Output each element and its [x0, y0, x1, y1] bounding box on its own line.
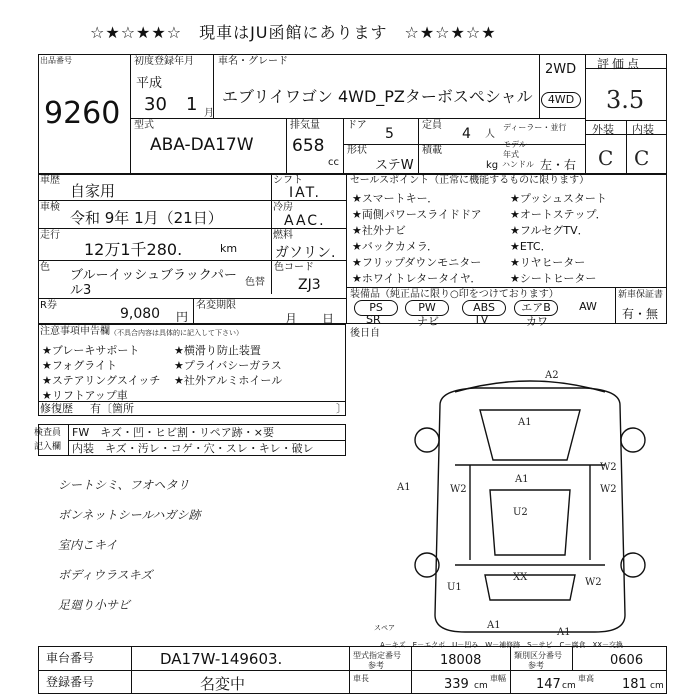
loading-label: 積載: [422, 145, 442, 156]
drive-2wd: 2WD: [545, 62, 577, 77]
fuel-value: ガソリン.: [275, 245, 336, 261]
interior-label: 内装: [632, 123, 654, 136]
warranty-label: 新車保証書: [618, 290, 664, 300]
inspection-value: 令和 9年 1月（21日）: [70, 209, 223, 227]
score-label: 評価点: [597, 57, 643, 71]
height-label: 車高: [578, 674, 594, 683]
color-code: ZJ3: [298, 277, 321, 293]
equipment-item: AW: [579, 300, 597, 313]
exterior-label: 外装: [592, 123, 614, 136]
sales-point-item: ★ETC．: [510, 240, 552, 253]
diagram-mark-xx: XX: [513, 572, 528, 583]
aircon-value: AAC.: [284, 213, 326, 229]
recycle-value: 9,080: [120, 306, 161, 322]
post-repair-label: 後日自: [350, 328, 380, 339]
diagram-mark-w2-right2: W2: [600, 484, 617, 495]
diagram-mark-u2: U2: [513, 507, 528, 518]
first-reg-label: 初度登録年月: [134, 56, 194, 67]
shape-value: ステW: [375, 158, 414, 173]
model-type-label: 型式: [134, 120, 154, 131]
spare-label: スペア: [374, 624, 395, 632]
inspector-label-2: 記入欄: [34, 442, 62, 452]
car-damage-diagram: [395, 370, 665, 640]
color-change-label: 色替: [245, 277, 265, 288]
class-label: 類別区分番号: [514, 651, 562, 660]
width-unit: cm: [562, 681, 576, 691]
equipment-title: 装備品（純正品に限り○印をつけております）: [350, 289, 559, 300]
lot-label: 出品番号: [40, 56, 72, 65]
diagram-mark-w2-right: W2: [600, 462, 617, 473]
lot-number: 9260: [44, 96, 121, 131]
sales-point-item: ★社外ナビ: [352, 224, 406, 237]
era: 平成: [136, 76, 163, 91]
repair-value: 有〔箇所: [90, 402, 134, 415]
width-label: 車幅: [490, 674, 506, 683]
equipment-item: カワ: [526, 315, 548, 328]
height-unit: cm: [650, 681, 664, 691]
sales-points-title: セールスポイント（正常に機能するものに限ります）: [350, 175, 590, 186]
note-item: ★プライバシーガラス: [174, 359, 282, 372]
equipment-item: TV: [474, 313, 489, 326]
color-code-title: 色コード: [274, 262, 314, 273]
reg-month-unit: 月: [204, 108, 214, 119]
cc-value: 658: [292, 136, 325, 156]
handwritten-note: ボディウラスキズ: [58, 568, 153, 582]
width-value: 147: [536, 677, 561, 692]
sales-point-item: ★リヤヒーター: [510, 256, 586, 269]
capacity-label: 定員: [422, 120, 442, 131]
handle-value: 左・右: [540, 158, 577, 172]
notes-title: 注意事項申告欄: [40, 326, 110, 337]
equipment-item: PW: [405, 300, 449, 316]
drive-4wd: 4WD: [541, 92, 581, 108]
loading-unit: kg: [486, 160, 499, 171]
diagram-mark-a1-rear: A1: [487, 620, 501, 631]
notice-month: 月: [285, 312, 298, 326]
ref-label-1: 参考: [368, 661, 384, 670]
handwritten-note: ボンネットシールハガシ跡: [58, 508, 201, 522]
sales-point-item: ★フリップダウンモニター: [352, 256, 482, 269]
diagram-mark-a1-bottom: A1: [557, 627, 571, 638]
shape-label: 形状: [347, 145, 367, 156]
note-item: ★フォグライト: [42, 359, 117, 372]
mileage-value: 12万1千280.: [84, 240, 183, 259]
reg-year: 30: [144, 94, 167, 115]
handwritten-note: 足廻り小サビ: [58, 598, 131, 612]
cc-label: 排気量: [290, 120, 320, 131]
cc-unit: cc: [328, 157, 339, 168]
chassis-label: 車台番号: [46, 651, 95, 665]
ref-label-2: 参考: [528, 661, 544, 670]
diagram-mark-a1-top: A1: [518, 417, 532, 428]
model-year-label: モデル年式: [503, 140, 527, 159]
equipment-item: ABS: [462, 300, 506, 316]
sales-point-item: ★シートヒーター: [510, 272, 597, 285]
doors-label: ドア: [347, 120, 367, 131]
car-name: エブリイワゴン 4WD_PZターボスペシャル: [222, 87, 533, 106]
model-type: ABA-DA17W: [150, 135, 254, 155]
notes-subtitle: （不具合内容は具体的に記入して下さい）: [110, 329, 243, 337]
capacity-value: 4: [462, 126, 471, 142]
note-item: ★ブレーキサポート: [42, 344, 140, 357]
handwritten-note: 室内こキイ: [58, 538, 118, 552]
interior-value: C: [634, 146, 650, 170]
reg-month: 1: [186, 94, 198, 115]
diagram-mark-a1-right: A1: [515, 474, 529, 485]
sales-point-item: ★バックカメラ．: [352, 240, 438, 253]
color-value: ブルーイッシュブラックパール3: [70, 268, 237, 298]
repair-end: 〕: [336, 402, 347, 415]
diagram-mark-w2-left: W2: [450, 484, 467, 495]
diagram-mark-a1-left: A1: [397, 482, 411, 493]
exterior-value: C: [598, 146, 614, 170]
color-label: 色: [40, 262, 50, 273]
note-item: ★横滑り防止装置: [174, 344, 261, 357]
length-value: 339: [444, 677, 469, 692]
reg-number-label: 登録番号: [46, 675, 95, 689]
shift-value: IAT.: [289, 185, 321, 201]
sales-point-item: ★プッシュスタート: [510, 192, 607, 205]
sales-point-item: ★ホワイトレタータイヤ．: [352, 272, 482, 285]
dealer-label: ディーラー・並行: [503, 123, 567, 132]
model-num-value: 18008: [440, 653, 482, 668]
history-label: 車歴: [40, 175, 60, 186]
car-name-label: 車名・グレード: [218, 56, 288, 67]
model-num-label: 型式指定番号: [353, 651, 401, 660]
diagram-mark-w2-bottom: W2: [585, 577, 602, 588]
notice-day: 日: [322, 312, 335, 326]
shift-label: シフト: [273, 175, 303, 186]
notice-label: 名変期限: [196, 300, 236, 311]
diagram-mark-a2: A2: [545, 370, 559, 381]
sales-point-item: ★オートステップ．: [510, 208, 607, 221]
inspector-row-1: FW キズ・凹・ヒビ割・リペア跡・×要: [72, 426, 274, 439]
handle-label: ハンドル: [502, 160, 534, 169]
recycle-label: R券: [40, 300, 57, 311]
chassis-value: DA17W-149603.: [160, 650, 283, 668]
mileage-label: 走行: [40, 230, 60, 241]
sales-point-item: ★スマートキー．: [352, 192, 439, 205]
reg-number-value: 名変中: [200, 675, 246, 693]
note-item: ★社外アルミホイール: [174, 374, 283, 387]
equipment-item: エアB: [514, 300, 558, 316]
inspector-row-2: 内装 キズ・汚レ・コゲ・穴・スレ・キレ・破レ: [72, 442, 314, 455]
doors-value: 5: [385, 126, 394, 142]
sales-point-item: ★フルセグTV．: [510, 224, 589, 237]
score-value: 3.5: [606, 86, 645, 114]
banner: ☆★☆★★☆ 現車はJU函館にあります ☆★☆★☆★: [90, 23, 497, 42]
length-unit: cm: [474, 681, 488, 691]
height-value: 181: [622, 677, 647, 692]
equipment-item: SR: [366, 313, 381, 326]
equipment-item: PS: [354, 300, 398, 316]
diagram-legend: A－キズ E－エクボ U－凹み W－補修跡 S－サビ C－腐食 XX－交換: [380, 641, 624, 649]
warranty-value: 有・無: [622, 307, 659, 321]
mileage-unit: km: [220, 242, 238, 255]
diagram-mark-u1: U1: [447, 582, 462, 593]
length-label: 車長: [353, 674, 369, 683]
inspection-label: 車検: [40, 202, 60, 213]
inspector-label-1: 検査員: [34, 428, 62, 438]
note-item: ★ステアリングスイッチ: [42, 374, 161, 387]
fuel-label: 燃料: [273, 230, 293, 241]
recycle-unit: 円: [176, 310, 189, 324]
aircon-label: 冷房: [273, 202, 293, 213]
capacity-unit: 人: [485, 129, 495, 140]
note-item: ★リフトアップ車: [42, 389, 128, 402]
handwritten-note: シートシミ、フオヘタリ: [58, 478, 190, 492]
class-value: 0606: [610, 653, 644, 668]
equipment-item: ナビ: [417, 315, 439, 328]
history-value: 自家用: [70, 182, 116, 200]
repair-label: 修復歴: [40, 402, 73, 415]
sales-point-item: ★両側パワースライドドア: [352, 208, 482, 221]
